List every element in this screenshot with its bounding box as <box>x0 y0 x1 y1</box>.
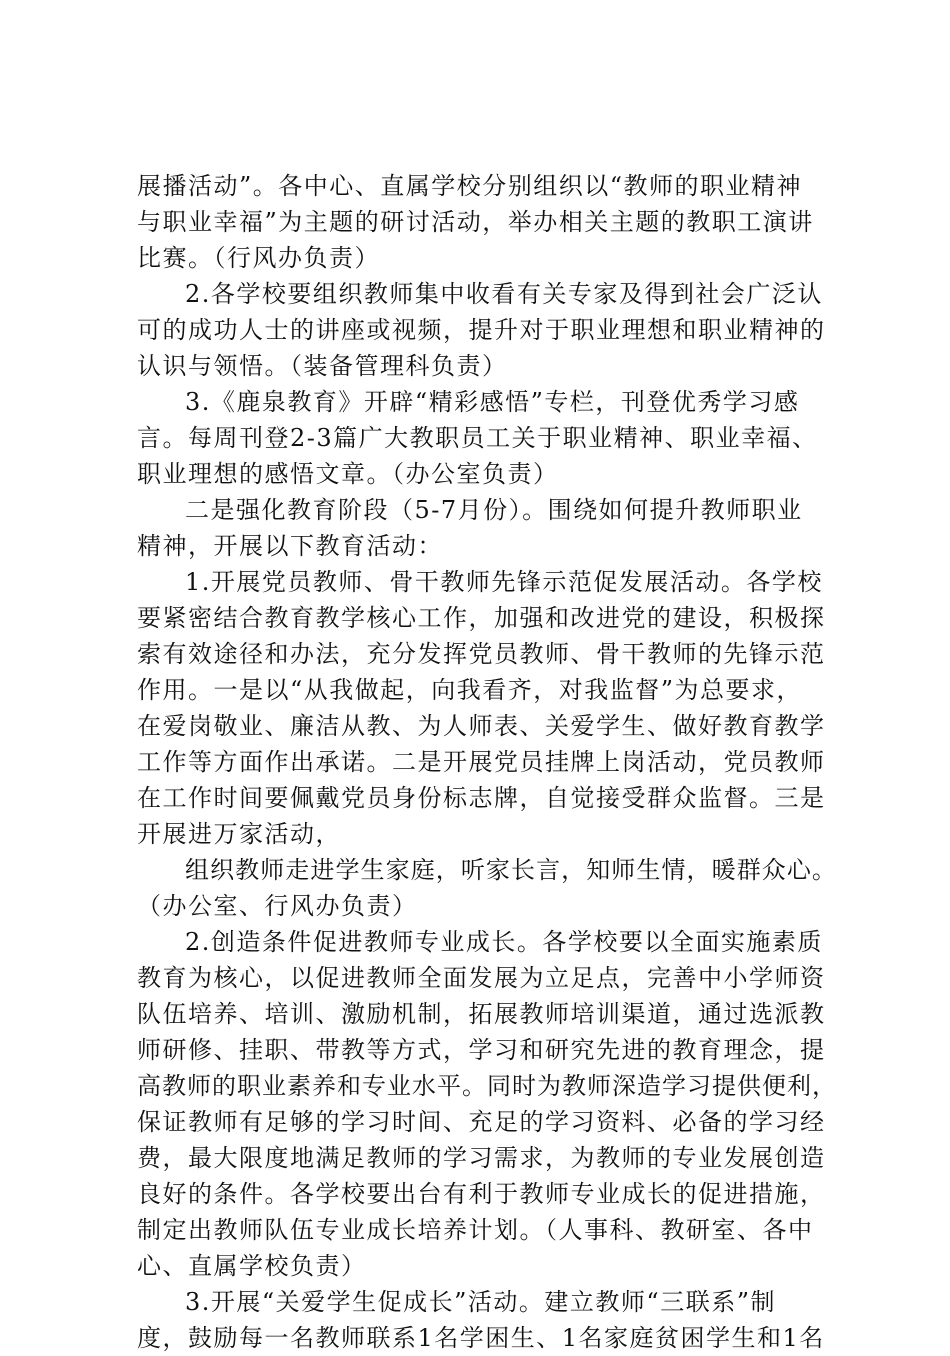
text-line: 可的成功人士的讲座或视频，提升对于职业理想和职业精神的 <box>137 316 826 344</box>
text-line: 高教师的职业素养和专业水平。同时为教师深造学习提供便利， <box>137 1072 837 1100</box>
text-line: 比赛。（行风办负责） <box>137 244 380 272</box>
document-body <box>137 168 837 1356</box>
text-line: 保证教师有足够的学习时间、充足的学习资料、必备的学习经 <box>137 1108 826 1136</box>
text-line: 3.《鹿泉教育》开辟“精彩感悟”专栏，刊登优秀学习感 <box>185 388 800 416</box>
text-line: 心、直属学校负责） <box>137 1252 367 1280</box>
text-line: 队伍培养、培训、激励机制，拓展教师培训渠道，通过选派教 <box>137 1000 826 1028</box>
text-line: （办公室、行风办负责） <box>137 892 418 920</box>
text-line: 制定出教师队伍专业成长培养计划。（人事科、教研室、各中 <box>137 1216 814 1244</box>
text-line: 索有效途径和办法，充分发挥党员教师、骨干教师的先锋示范 <box>137 640 826 668</box>
text-line: 良好的条件。各学校要出台有利于教师专业成长的促进措施， <box>137 1180 826 1208</box>
text-line: 师研修、挂职、带教等方式，学习和研究先进的教育理念，提 <box>137 1036 826 1064</box>
text-line: 要紧密结合教育教学核心工作，加强和改进党的建设，积极探 <box>137 604 826 632</box>
text-line: 精神，开展以下教育活动： <box>137 532 443 560</box>
text-line: 与职业幸福”为主题的研讨活动，举办相关主题的教职工演讲 <box>137 208 814 236</box>
text-line: 作用。一是以“从我做起，向我看齐，对我监督”为总要求， <box>137 676 803 704</box>
text-line: 二是强化教育阶段（5-7月份）。围绕如何提升教师职业 <box>185 496 803 524</box>
text-line: 职业理想的感悟文章。（办公室负责） <box>137 460 559 488</box>
text-line: 教育为核心，以促进教师全面发展为立足点，完善中小学师资 <box>137 964 826 992</box>
text-line: 费，最大限度地满足教师的学习需求，为教师的专业发展创造 <box>137 1144 826 1172</box>
text-line: 认识与领悟。（装备管理科负责） <box>137 352 508 380</box>
text-line: 在工作时间要佩戴党员身份标志牌，自觉接受群众监督。三是 <box>137 784 826 812</box>
text-line: 组织教师走进学生家庭，听家长言，知师生情，暖群众心。 <box>185 856 837 884</box>
text-line: 工作等方面作出承诺。二是开展党员挂牌上岗活动，党员教师 <box>137 748 826 776</box>
text-line: 2.各学校要组织教师集中收看有关专家及得到社会广泛认 <box>185 280 823 308</box>
text-line: 开展进万家活动， <box>137 820 341 848</box>
text-line: 展播活动”。各中心、直属学校分别组织以“教师的职业精神 <box>137 172 803 200</box>
text-line: 言。每周刊登2-3篇广大教职员工关于职业精神、职业幸福、 <box>137 424 818 452</box>
text-line: 度，鼓励每一名教师联系1名学困生、1名家庭贫困学生和1名 <box>137 1324 825 1352</box>
text-line: 2.创造条件促进教师专业成长。各学校要以全面实施素质 <box>185 928 823 956</box>
text-line: 在爱岗敬业、廉洁从教、为人师表、关爱学生、做好教育教学 <box>137 712 826 740</box>
text-line: 3.开展“关爱学生促成长”活动。建立教师“三联系”制 <box>185 1288 776 1316</box>
text-line: 1.开展党员教师、骨干教师先锋示范促发展活动。各学校 <box>185 568 823 596</box>
